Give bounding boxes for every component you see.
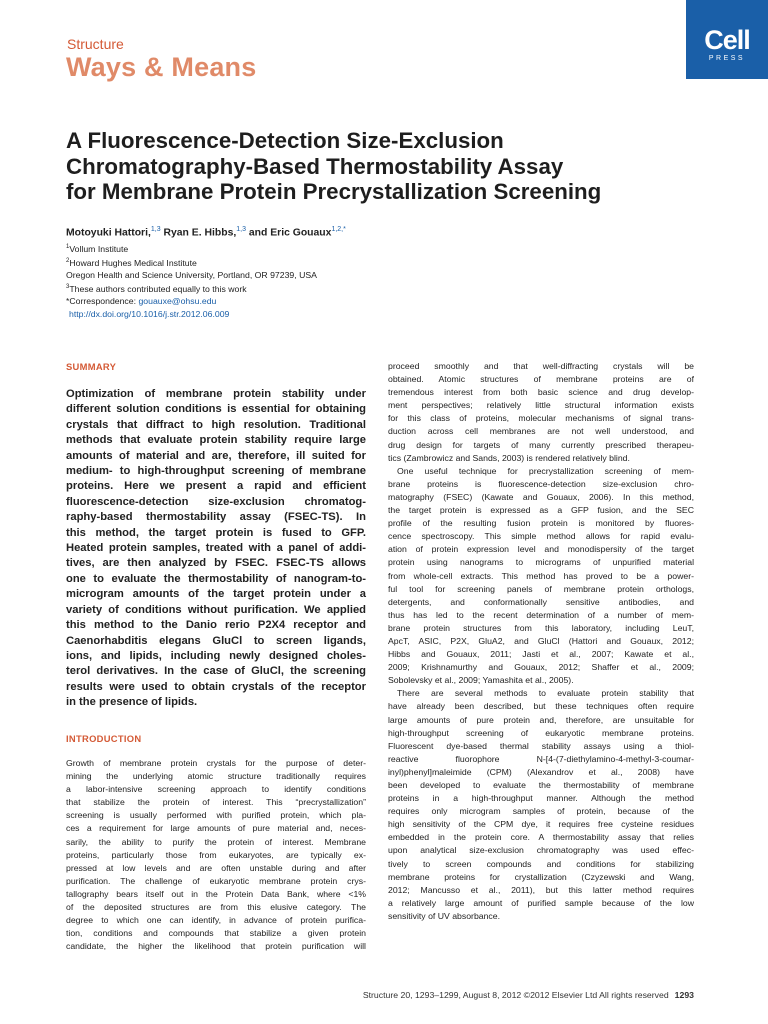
text-line: tics (Zambrowicz and Sands, 2003) is rendered relatively blind. [388, 452, 630, 463]
text-line: a relatively large amount of purified sample because of the low [388, 897, 694, 908]
text-line: tives, are then analyzed by FSEC. FSEC-TS allows [66, 557, 366, 570]
introduction-heading: INTRODUCTION [66, 733, 142, 744]
introduction-text [66, 757, 366, 953]
text-line: sensitivity of UV absorbance. [388, 910, 501, 921]
text-line: this method, the target protein is fused to GFP. [66, 526, 366, 539]
text-line: One useful technique for precrystallization screening of mem- [397, 465, 694, 476]
text-line: results were used to obtain crystals of the receptor [66, 680, 366, 693]
author-name: Motoyuki Hattori, [66, 227, 151, 239]
article-title [66, 128, 706, 205]
text-line: 2012; Mancusso et al., 2011), but this latter method requires [388, 884, 694, 895]
text-line: ful tool for screening panels of membrane protein orthologs, [388, 583, 694, 594]
text-line: tremendous interest from both basic science and drug develop- [388, 387, 694, 398]
page-number: 1293 [674, 990, 694, 1000]
text-line: tion, conditions and compounds that stabilize a given protein [66, 928, 366, 939]
text-line: ces a requirement for large amounts of pure material and, neces- [66, 823, 366, 834]
text-line: thus has led to the recent determination of a number of mem- [388, 609, 694, 620]
text-line: tively to screen compounds and conditions for stabilizing [388, 858, 694, 869]
text-line: proteins in a high-throughput manner. Although the method [388, 793, 694, 804]
text-line: large amounts of pure protein and, therefore, are unsuitable for [388, 714, 694, 725]
author-affil-marker: 1,2,* [331, 226, 346, 233]
text-line: methods that evaluate protein stability require large [66, 434, 366, 447]
text-line: ment perspectives; relatively little structural information exists [388, 400, 694, 411]
text-line: fluorescence-detection size-exclusion chromatog- [66, 495, 366, 508]
text-line: drug design for targets of many currently prescribed therapeu- [388, 439, 694, 450]
text-line: different solution conditions is essential for obtaining [66, 403, 366, 416]
text-line: in the presence of lipids. [66, 696, 198, 709]
text-line: that stabilize the protein of interest. This “precrystallization” [66, 797, 366, 808]
text-line: There are several methods to evaluate protein stability that [397, 688, 694, 699]
text-line: raphy-based thermostability assay (FSEC-TS). In [66, 511, 366, 524]
author-name: and Eric Gouaux [245, 227, 332, 239]
text-line: a labor-intensive screening approach to identify conditions [66, 784, 366, 795]
email-link[interactable]: gouauxe@ohsu.edu [138, 296, 217, 307]
text-line: inyl)phenyl]maleimide (CPM) (Alexandrov et al., 2008) have [388, 766, 694, 777]
footer-citation: Structure 20, 1293–1299, August 8, 2012 ©2012 Elsevier Ltd All rights reserved [362, 990, 669, 1000]
text-line: sarily, the ability to purify the protein of interest. Membrane [66, 836, 366, 847]
text-line: microgram amounts of the target protein under a [66, 588, 366, 601]
text-line: Growth of membrane protein crystals for the purpose of deter- [66, 758, 366, 768]
logo-main: Cell [704, 25, 750, 55]
text-line: reactive fluorophore N-[4-(7-diethylamino-4-methyl-3-coumar- [388, 753, 694, 764]
text-line: this method to the Danio rerio P2X4 receptor and [66, 619, 366, 632]
text-line: degree to which one can identify, in advance of protein purifica- [66, 915, 366, 926]
author-affil-marker: 1,3 [150, 226, 161, 233]
text-line: proteins. Here we present a rapid and efficient [66, 480, 366, 493]
text-line: embedded in the protein core. A thermostability assay that relies [388, 832, 694, 843]
text-line: for this class of proteins, molecular mechanisms of signal trans- [388, 413, 694, 424]
summary-text [66, 387, 366, 711]
text-line: the target protein is expressed as a GFP fusion, and the SEC [388, 505, 694, 516]
logo-sub: PRESS [708, 55, 746, 62]
text-line: proteins, particularly those from eukaryotes, are typically ex- [66, 849, 366, 860]
text-line: ApcT, ASIC, P2X, GluA2, and GluCl (Hattori and Gouaux, 2012; [388, 635, 694, 646]
page-footer [300, 990, 694, 1000]
text-line: tallography bears itself out in the Protein Data Bank, where <1% [66, 888, 366, 899]
text-line: Optimization of membrane protein stability under [66, 388, 366, 400]
text-line: obtained. Atomic structures of membrane proteins are of [388, 374, 694, 385]
text-line: pressed at low levels and are often unstable during and after [66, 862, 366, 873]
text-line: mining the underlying atomic structure traditionally requires [66, 771, 366, 782]
text-line: Hibbs and Gouaux, 2011; Jasti et al., 2007; Kawate et al., [388, 649, 694, 660]
text-line: Fluorescent dye-based thermal stability assays using a thiol- [388, 740, 694, 751]
text-line: proceed smoothly and that well-diffracting crystals will be [388, 361, 694, 371]
cell-press-logo [686, 0, 768, 79]
journal-name: Structure [67, 36, 124, 52]
affiliation-line: $^1$Vollum Institute [66, 243, 129, 254]
text-line: 2009; Krishnamurthy and Gouaux, 2012; Shaffer et al., 2009; [388, 662, 694, 673]
doi-link[interactable]: http://dx.doi.org/10.1016/j.str.2012.06.009 [69, 308, 230, 319]
affiliation-line: $^2$Howard Hughes Medical Institute [66, 257, 197, 268]
text-line: candidate, the higher the likelihood that protein purification will [66, 941, 366, 952]
text-line: Caenorhabditis elegans GluCl to screen ligands, [66, 634, 366, 647]
text-line: brane proteins is fluorescence-detection size-exclusion chro- [388, 478, 694, 489]
text-line: brane protein structures from this laboratory, including LeuT, [388, 622, 694, 633]
text-line: cence spectroscopy. This simple method allows for rapid evalu- [388, 531, 694, 542]
text-line: terol derivatives. In the case of GluCl, the screening [66, 665, 366, 678]
text-line: high sensitivity of the CPM dye, it requires free cysteine residues [388, 819, 694, 830]
text-line: crystals that diffract to high resolution. Traditional [66, 418, 366, 431]
text-line: detergents, and conformationally sensitive antibodies, and [388, 596, 694, 607]
text-line: variety of conditions without purification. We applied [66, 603, 366, 616]
title-line: for Membrane Protein Precrystallization Screening [66, 179, 602, 204]
text-line: of the deposited structures are from this elusive category. The [66, 902, 366, 913]
text-line: Sobolevsky et al., 2009; Yamashita et al., 2005). [388, 675, 574, 686]
affiliations [66, 241, 317, 320]
title-line: Chromatography-Based Thermostability Assay [66, 153, 564, 179]
text-line: protein using nanograms to micrograms of unpurified material [388, 557, 694, 568]
text-line: profile of the resulting fusion protein is monitored by fluores- [388, 518, 694, 529]
text-line: been developed to evaluate the thermostability of membrane [388, 780, 694, 790]
summary-heading: SUMMARY [66, 361, 117, 372]
text-line: upon analytical size-exclusion chromatography was used effec- [388, 845, 694, 856]
text-line: requires only microgram samples of protein, because of the [388, 806, 694, 817]
text-line: membrane proteins for crystallization (Czyzewski and Wang, [388, 871, 694, 882]
section-name: Ways & Means [66, 52, 257, 82]
author-affil-marker: 1,3 [236, 226, 246, 233]
right-column-text [388, 360, 694, 923]
text-line: amounts of material and are, therefore, ill suited for [66, 449, 366, 462]
text-line: purification. The challenge of eukaryotic membrane protein crys- [66, 875, 366, 886]
text-line: screening is usually performed with purified protein, which pla- [66, 810, 366, 821]
title-line: A Fluorescence-Detection Size-Exclusion [66, 128, 504, 153]
text-line: matography (FSEC) (Kawate and Gouaux, 2006). In this method, [388, 491, 694, 502]
text-line: ions, and lipids, including newly designed choles- [66, 649, 366, 662]
affiliation-line: Oregon Health and Science University, Portland, OR 97239, USA [66, 270, 317, 281]
text-line: have already been described, but these techniques often require [388, 701, 694, 712]
author-name: Ryan E. Hibbs, [160, 227, 237, 239]
text-line: Heated protein samples, treated with a panel of addi- [66, 542, 366, 555]
text-line: one to evaluate the thermostability of nanogram-to- [66, 572, 366, 585]
text-line: duction across cell membranes are not well understood, and [388, 426, 694, 437]
affiliation-line: $^3$These authors contributed equally to this work [66, 284, 247, 295]
text-line: medium- to high-throughput screening of membrane [66, 465, 366, 478]
text-line: high-throughput screening of eukaryotic membrane proteins. [388, 727, 694, 738]
text-line: from whole-cell extracts. This method has proved to be a power- [388, 570, 694, 581]
text-line: ation of protein expression level and monodispersity of the target [388, 544, 694, 555]
correspondence-line: *Correspondence: gouauxe@ohsu.edu [66, 296, 217, 307]
author-list [66, 226, 346, 238]
